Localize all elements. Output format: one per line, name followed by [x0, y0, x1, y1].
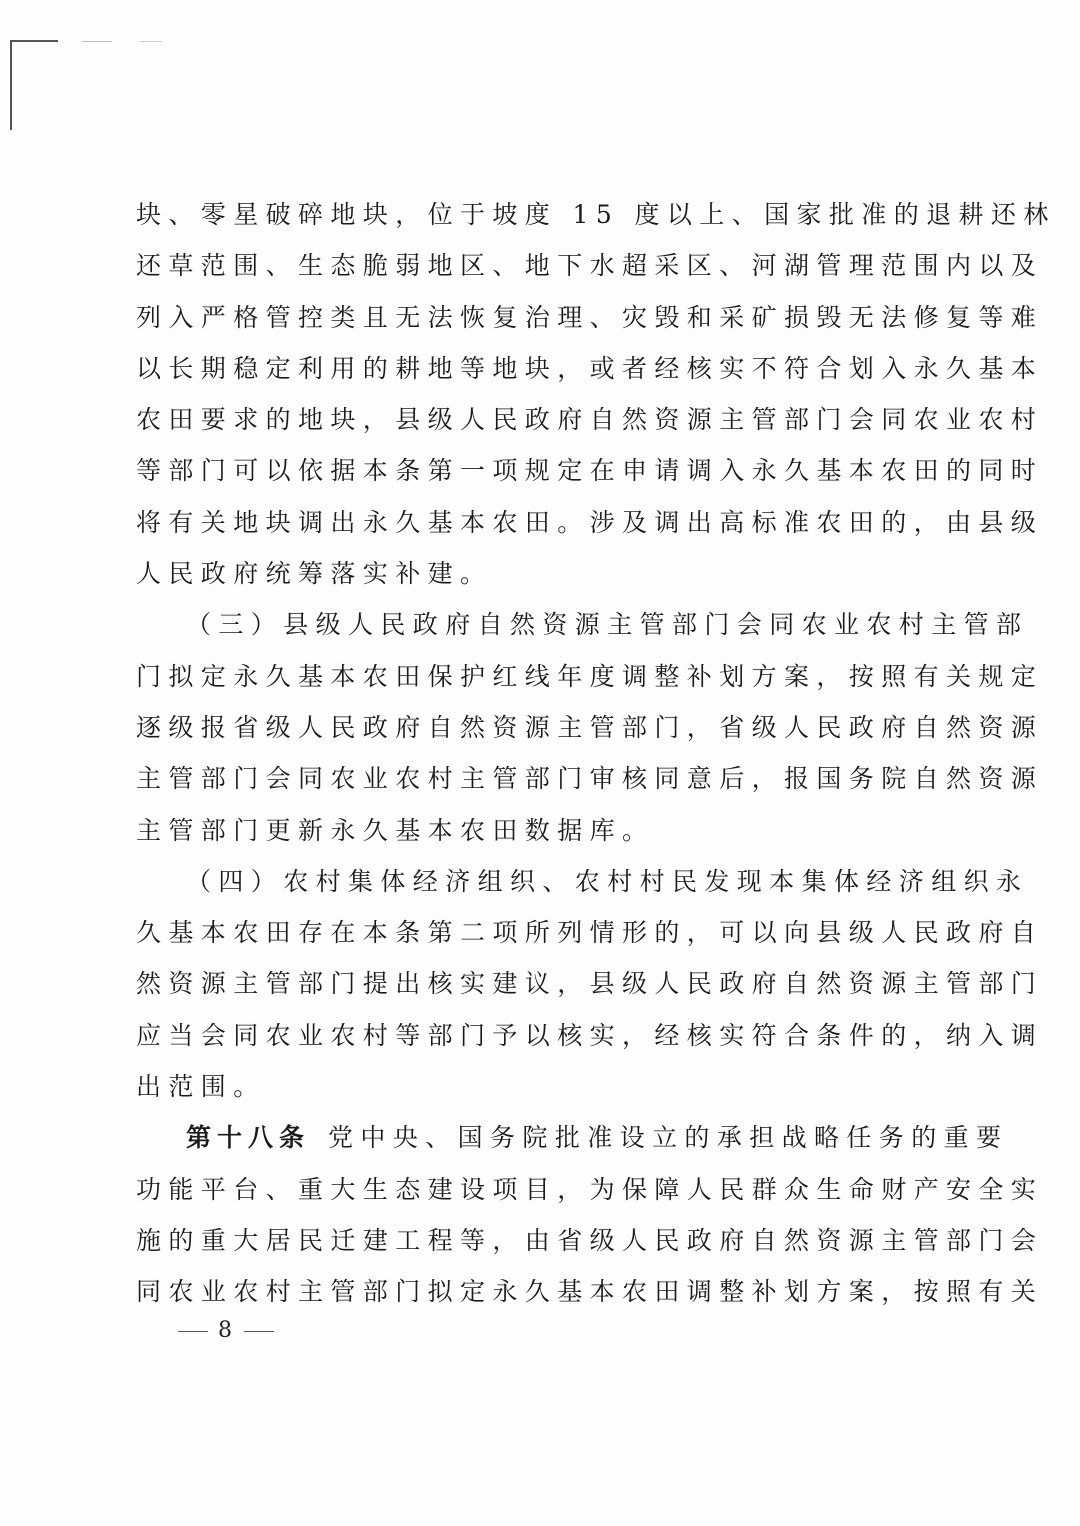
- text-line: 块、零星破碎地块，位于坡度 15 度以上、国家批准的退耕还林: [136, 200, 1056, 229]
- text-line: 列入严格管控类且无法恢复治理、灾毁和采矿损毁无法修复等难: [136, 302, 1044, 332]
- text-line: 人民政府统筹落实补建。: [136, 559, 493, 589]
- text-line: 施的重大居民迁建工程等，由省级人民政府自然资源主管部门会: [136, 1225, 1044, 1255]
- body-text: [136, 189, 1056, 1318]
- text-line: 以长期稳定利用的耕地等地块，或者经核实不符合划入永久基本: [136, 353, 1044, 383]
- dash-right: [244, 1331, 274, 1332]
- text-line: 主管部门会同农业农村主管部门审核同意后，报国务院自然资源: [136, 764, 1044, 794]
- text-line: 应当会同农业农村等部门予以核实，经核实符合条件的，纳入调: [136, 1020, 1044, 1050]
- text-line: 等部门可以依据本条第一项规定在申请调入永久基本农田的同时: [136, 456, 1044, 486]
- text-line: （三）县级人民政府自然资源主管部门会同农业农村主管部: [186, 610, 1029, 640]
- text-line: 农田要求的地块，县级人民政府自然资源主管部门会同农业农村: [136, 405, 1044, 435]
- article-line: [136, 1112, 1009, 1163]
- text-line: 党中央、国务院批准设立的承担战略任务的重要: [328, 1123, 1009, 1153]
- text-line: 同农业农村主管部门拟定永久基本农田调整补划方案，按照有关: [136, 1277, 1044, 1307]
- page-number: [168, 1318, 284, 1343]
- text-line: 出范围。: [136, 1072, 266, 1102]
- text-line: 主管部门更新永久基本农田数据库。: [136, 815, 655, 845]
- text-line: 然资源主管部门提出核实建议，县级人民政府自然资源主管部门: [136, 969, 1044, 999]
- text-line: 门拟定永久基本农田保护红线年度调整补划方案，按照有关规定: [136, 661, 1044, 691]
- text-line: 功能平台、重大生态建设项目，为保障人民群众生命财产安全实: [136, 1174, 1044, 1204]
- scan-corner-mark: [10, 40, 170, 130]
- dash-left: [178, 1331, 208, 1332]
- text-line: （四）农村集体经济组织、农村村民发现本集体经济组织永: [186, 866, 1029, 896]
- text-line: 逐级报省级人民政府自然资源主管部门，省级人民政府自然资源: [136, 712, 1044, 742]
- text-line: 将有关地块调出永久基本农田。涉及调出高标准农田的，由县级: [136, 507, 1044, 537]
- text-line: 久基本农田存在本条第二项所列情形的，可以向县级人民政府自: [136, 918, 1044, 948]
- text-line: 还草范围、生态脆弱地区、地下水超采区、河湖管理范围内以及: [136, 251, 1044, 281]
- article-heading: 第十八条: [186, 1123, 311, 1153]
- page-number-value: 8: [218, 1318, 234, 1343]
